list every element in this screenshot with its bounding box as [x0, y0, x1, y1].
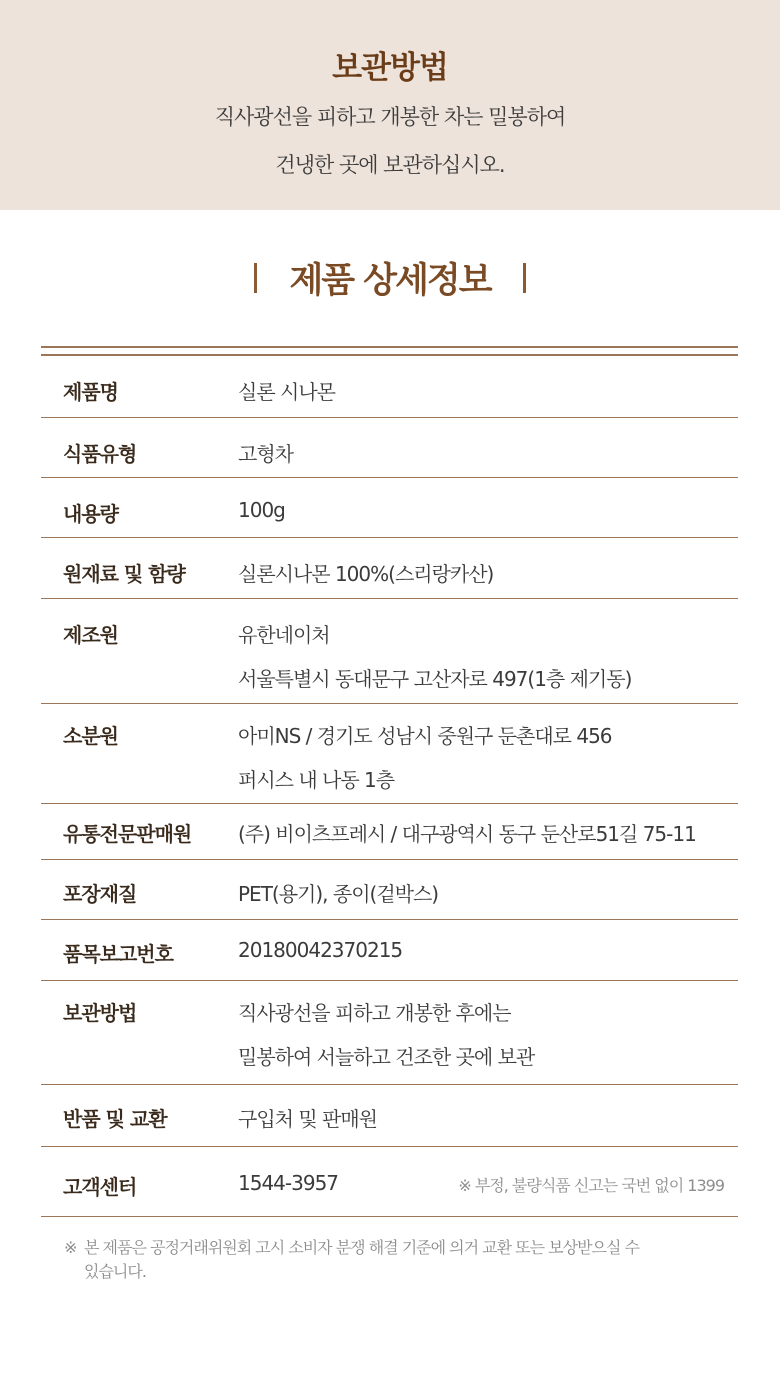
footnote-line-1: 본 제품은 공정거래위원회 고시 소비자 분쟁 해결 기준에 의거 교환 또는 보상받으실 수 [84, 1238, 639, 1257]
row-label: 제품명 [63, 380, 118, 404]
row-values [238, 438, 738, 477]
table-row [41, 804, 738, 860]
table-row [41, 538, 738, 599]
table-row [41, 920, 738, 981]
table-row [41, 478, 738, 538]
report-hotline-note: ※ 부정, 불량식품 신고는 국번 없이 1399 [458, 1176, 724, 1195]
row-value: (주) 비이츠프레시 / 대구광역시 동구 둔산로51길 75-11 [238, 822, 696, 846]
footnote-line-2: 있습니다. [84, 1262, 146, 1281]
row-value: 1544-3957 [238, 1171, 339, 1195]
row-value: 구입처 및 판매원 [238, 1107, 377, 1131]
row-label: 반품 및 교환 [63, 1107, 167, 1131]
row-value: 직사광선을 피하고 개봉한 후에는 [238, 1001, 511, 1025]
table-row [41, 981, 738, 1085]
row-label: 품목보고번호 [63, 942, 173, 966]
section-title: 제품 상세정보 [289, 260, 491, 301]
row-label: 고객센터 [63, 1175, 137, 1199]
row-value: 유한네이처 [238, 623, 330, 647]
row-value: 20180042370215 [238, 938, 403, 962]
row-label: 포장재질 [63, 882, 137, 906]
heading-right-bar [523, 263, 526, 293]
row-label: 식품유형 [63, 442, 137, 466]
row-values [238, 376, 738, 417]
row-value: 퍼시스 내 나동 1층 [238, 768, 395, 792]
row-values [238, 558, 738, 598]
row-values [238, 1103, 738, 1146]
storage-title: 보관방법 [332, 50, 448, 86]
row-value: 밀봉하여 서늘하고 건조한 곳에 보관 [238, 1045, 535, 1069]
row-label: 보관방법 [63, 1001, 137, 1025]
row-value: 100g [238, 498, 285, 522]
note-mark: ※ [64, 1238, 77, 1257]
row-value: 서울특별시 동대문구 고산자로 497(1층 제기동) [238, 667, 632, 691]
row-values [238, 619, 738, 703]
row-values [238, 878, 738, 919]
table-row [41, 704, 738, 804]
row-values [238, 720, 738, 803]
row-values [238, 498, 738, 537]
table-row [41, 1147, 738, 1217]
row-value: PET(용기), 종이(겉박스) [238, 882, 439, 906]
row-value: 아미NS / 경기도 성남시 중원구 둔촌대로 456 [238, 724, 612, 748]
table-row [41, 418, 738, 478]
row-label: 소분원 [63, 724, 118, 748]
table-top-rule [41, 346, 738, 348]
storage-instruction-line-1: 직사광선을 피하고 개봉한 차는 밀봉하여 [214, 105, 566, 129]
row-values [238, 938, 738, 980]
table-row [41, 356, 738, 418]
disclaimer-footnote [64, 1236, 724, 1284]
section-heading [0, 210, 780, 345]
row-value: 실론시나몬 100%(스리랑카산) [238, 562, 494, 586]
row-label: 유통전문판매원 [63, 822, 192, 846]
table-row [41, 860, 738, 920]
row-values [238, 818, 738, 859]
table-row [41, 599, 738, 704]
row-values [238, 997, 738, 1084]
storage-instruction-line-2: 건냉한 곳에 보관하십시오. [275, 153, 505, 177]
row-label: 내용량 [63, 502, 118, 526]
product-info-table [41, 346, 738, 1217]
storage-banner [0, 0, 780, 210]
row-value: 실론 시나몬 [238, 380, 335, 404]
row-label: 제조원 [63, 623, 118, 647]
row-value: 고형차 [238, 442, 293, 466]
table-row [41, 1085, 738, 1147]
table-rows [41, 356, 738, 1217]
heading-left-bar [254, 263, 257, 293]
row-label: 원재료 및 함량 [63, 562, 185, 586]
